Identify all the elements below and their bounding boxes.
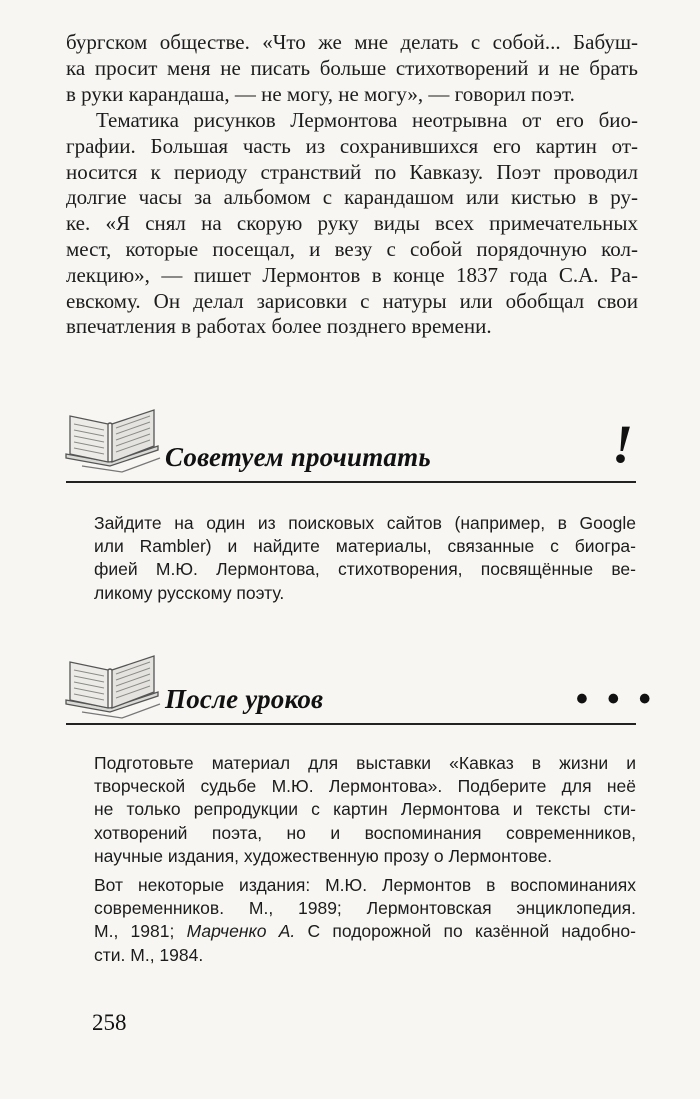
recommend-text xyxy=(94,512,636,605)
text-line: сти. М., 1984. xyxy=(94,944,204,965)
text-line: творческой судьбе М.Ю. Лермонтова». Подберите для неё xyxy=(94,776,636,797)
open-book-icon xyxy=(62,652,162,724)
text-line: Подготовьте материал для выставки «Кавказ в жизни и xyxy=(94,753,636,773)
exclamation-mark: ! xyxy=(612,414,634,474)
open-book-icon xyxy=(62,406,162,478)
text-line: Зайдите на один из поисковых сайтов (например, в Google xyxy=(94,513,636,533)
text-line: или Rambler) и найдите материалы, связанные с биогра- xyxy=(94,536,636,557)
section-divider xyxy=(66,481,636,483)
after-lessons-text xyxy=(94,752,636,868)
text-line: научные издания, художественную прозу о Лермонтове. xyxy=(94,845,553,866)
section-divider xyxy=(66,723,636,725)
text-line: носится к периоду странствий по Кавказу. Поэт проводил xyxy=(66,159,638,184)
text-line: Вот некоторые издания: М.Ю. Лермонтов в воспоминаниях xyxy=(94,875,636,895)
text-line: евскому. Он делал зарисовки с натуры или обобщал свои xyxy=(66,288,638,313)
text-line: мест, которые посещал, и везу с собой порядочную кол- xyxy=(66,236,638,261)
section-title-recommend: Советуем прочитать xyxy=(165,442,431,472)
text-line: долгие часы за альбомом с карандашом или кистью в ру- xyxy=(66,185,638,210)
text-line: Тематика рисунков Лермонтова неотрывна от его био- xyxy=(96,108,638,132)
ellipsis-mark: • • • xyxy=(576,680,656,718)
text-line xyxy=(94,920,636,943)
editions-list xyxy=(94,874,636,967)
author-name: Марченко А. xyxy=(186,921,296,942)
text-line: ка просит меня не писать больше стихотворений и не брать xyxy=(66,55,638,80)
paragraph-2 xyxy=(66,108,638,340)
text-segment: М., 1981; xyxy=(94,921,187,942)
text-line: графии. Большая часть из сохранившихся его картин от- xyxy=(66,133,638,158)
text-line: впечатления в работах более позднего времени. xyxy=(66,314,492,339)
text-line: в руки карандаша, — не могу, не могу», — говорил поэт. xyxy=(66,81,575,106)
text-segment: С подорожной по казённой надобно- xyxy=(295,921,636,942)
paragraph-1 xyxy=(66,30,638,107)
text-line: фией М.Ю. Лермонтова, стихотворения, посвящённые ве- xyxy=(94,559,636,580)
text-line: бургском обществе. «Что же мне делать с собой... Бабуш- xyxy=(66,30,638,54)
text-line: хотворений поэта, но и воспоминания современников, xyxy=(94,822,636,843)
text-line: современников. М., 1989; Лермонтовская энциклопедия. xyxy=(94,898,636,919)
text-line: ке. «Я снял на скорую руку виды всех примечательных xyxy=(66,211,638,236)
section-title-after-lessons: После уроков xyxy=(165,684,324,714)
text-line: лекцию», — пишет Лермонтов в конце 1837 года С.А. Ра- xyxy=(66,262,638,287)
text-line: не только репродукции с картин Лермонтова и тексты сти- xyxy=(94,799,636,820)
page-number: 258 xyxy=(92,1010,127,1035)
text-line: ликому русскому поэту. xyxy=(94,582,285,603)
